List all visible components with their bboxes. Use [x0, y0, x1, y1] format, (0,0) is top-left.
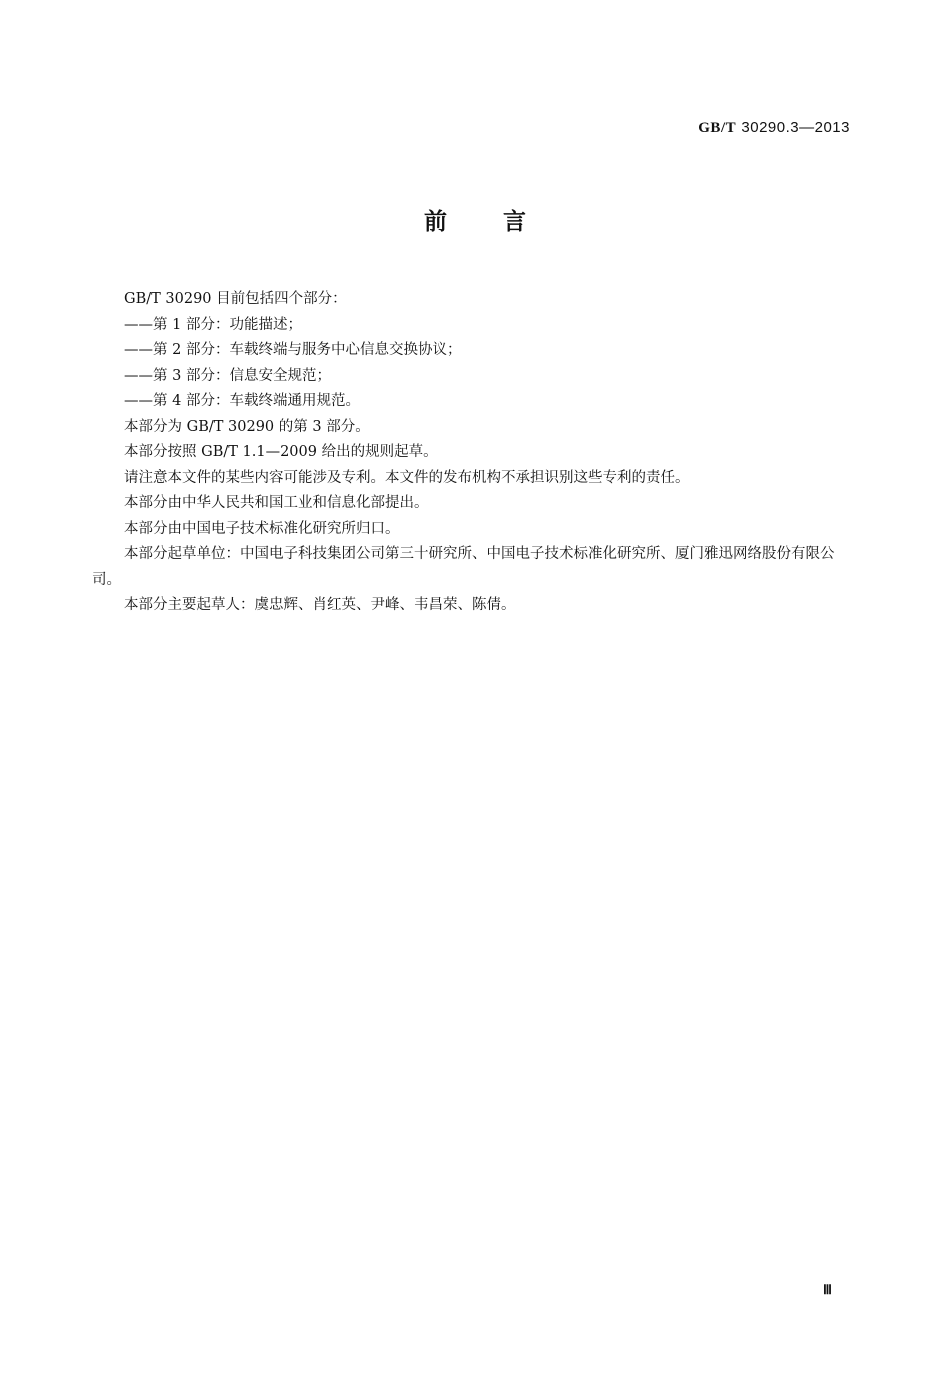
list-item-part-4: ——第 4 部分：车载终端通用规范。	[124, 393, 360, 409]
paragraph-this-part: 本部分为 GB/T 30290 的第 3 部分。	[124, 418, 370, 435]
paragraph-drafting-rules: 本部分按照 GB/T 1.1—2009 给出的规则起草。	[124, 444, 438, 460]
document-number	[698, 118, 850, 137]
paragraph-drafting-units: 本部分起草单位：中国电子科技集团公司第三十研究所、中国电子技术标准化研究所、厦门雅迅网络股份有限公司。	[92, 546, 835, 588]
standard-prefix: GB/T	[698, 120, 737, 136]
list-item-part-1: ——第 1 部分：功能描述；	[124, 316, 302, 333]
standard-number: 30290.3—2013	[741, 119, 850, 136]
list-item-part-2: ——第 2 部分：车载终端与服务中心信息交换协议；	[124, 342, 462, 358]
paragraph-centralized-by: 本部分由中国电子技术标准化研究所归口。	[124, 520, 400, 537]
foreword-body	[92, 287, 852, 619]
paragraph-parts-intro: GB/T 30290 目前包括四个部分：	[124, 291, 347, 307]
paragraph-patent-notice: 请注意本文件的某些内容可能涉及专利。本文件的发布机构不承担识别这些专利的责任。	[124, 469, 690, 486]
page-number: Ⅲ	[823, 1282, 832, 1297]
page-title: 前言	[424, 209, 582, 235]
paragraph-proposed-by: 本部分由中华人民共和国工业和信息化部提出。	[124, 495, 429, 511]
paragraph-drafters: 本部分主要起草人：虞忠辉、肖红英、尹峰、韦昌荣、陈倩。	[124, 597, 516, 613]
list-item-part-3: ——第 3 部分：信息安全规范；	[124, 367, 331, 384]
